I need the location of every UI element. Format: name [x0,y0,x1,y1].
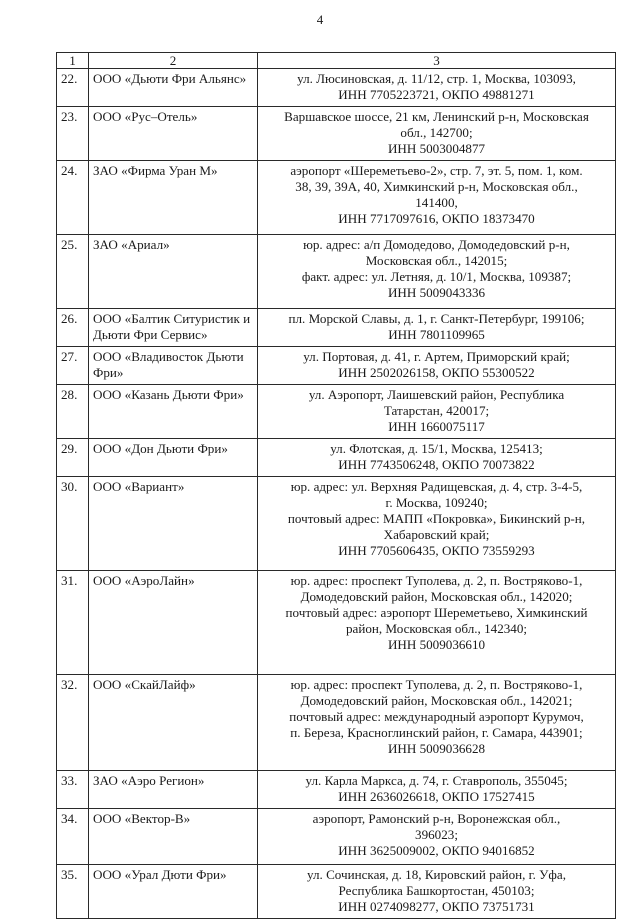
address-line: юр. адрес: а/п Домодедово, Домодедовский р-н, [303,237,570,252]
table-row [57,161,616,235]
address-line: Варшавское шоссе, 21 км, Ленинский р-н, Московская [284,109,589,124]
table-header-row [57,53,616,69]
organization-address [258,385,616,439]
address-line: аэропорт «Шереметьево-2», стр. 7, эт. 5, пом. 1, ком. [290,163,583,178]
address-line: Татарстан, 420017; [383,403,490,418]
address-line: ул. Флотская, д. 15/1, Москва, 125413; [330,441,543,456]
organization-address [258,865,616,919]
table-row [57,69,616,107]
address-line: ИНН 5009043336 [387,285,486,300]
organization-address [258,809,616,865]
table-row [57,347,616,385]
organization-name: ООО «Рус–Отель» [89,107,258,161]
row-number: 24. [57,161,89,235]
address-line: Московская обл., 142015; [365,253,508,268]
address-line: ИНН 7705223721, ОКПО 49881271 [338,87,535,102]
organization-address [258,235,616,309]
address-line: ИНН 1660075117 [388,419,485,434]
organization-address [258,69,616,107]
organization-address [258,571,616,675]
row-number: 30. [57,477,89,571]
organization-name: ООО «Казань Дьюти Фри» [89,385,258,439]
organization-name: ООО «Дон Дьюти Фри» [89,439,258,477]
table-row [57,439,616,477]
address-line: ул. Аэропорт, Лаишевский район, Республика [308,387,565,402]
table-row [57,309,616,347]
column-header-address: 3 [258,53,616,69]
address-line: ИНН 2502026158, ОКПО 55300522 [338,365,535,380]
address-line: Республика Башкортостан, 450103; [338,883,535,898]
organization-name: ООО «Дьюти Фри Альянс» [89,69,258,107]
organization-address [258,771,616,809]
organizations-table [56,52,616,919]
organization-address [258,439,616,477]
address-line: пл. Морской Славы, д. 1, г. Санкт-Петербург, 199106; [288,311,585,326]
address-line: почтовый адрес: аэропорт Шереметьево, Химкинский [285,605,588,620]
table-row [57,865,616,919]
column-header-name: 2 [89,53,258,69]
row-number: 34. [57,809,89,865]
address-line: ИНН 7705606435, ОКПО 73559293 [338,543,535,558]
address-line: ИНН 3625009002, ОКПО 94016852 [338,843,535,858]
address-line: Домодедовский район, Московская обл., 142020; [300,589,573,604]
row-number: 29. [57,439,89,477]
organization-name: ЗАО «Аэро Регион» [89,771,258,809]
organization-address [258,107,616,161]
organization-address [258,161,616,235]
table-row [57,235,616,309]
row-number: 31. [57,571,89,675]
address-line: ИНН 7801109965 [388,327,485,342]
address-line: ИНН 0274098277, ОКПО 73751731 [338,899,535,914]
organization-address [258,675,616,771]
row-number: 22. [57,69,89,107]
table-row [57,107,616,161]
row-number: 35. [57,865,89,919]
organization-name: ООО «Вариант» [89,477,258,571]
address-line: почтовый адрес: международный аэропорт Курумоч, [289,709,584,724]
organization-address [258,347,616,385]
address-line: Хабаровский край; [383,527,490,542]
address-line: 38, 39, 39А, 40, Химкинский р-н, Московская обл., [295,179,578,194]
organization-name: ООО «Владивосток Дьюти Фри» [89,347,258,385]
row-number: 25. [57,235,89,309]
address-line: п. Береза, Красноглинский район, г. Самара, 443901; [290,725,583,740]
table-row [57,675,616,771]
page-number: 4 [316,12,324,27]
table-row [57,477,616,571]
address-line: ИНН 5009036628 [387,741,486,756]
address-line: факт. адрес: ул. Летняя, д. 10/1, Москва, 109387; [301,269,572,284]
organization-name: ООО «Балтик Ситуристик и Дьюти Фри Сервис» [89,309,258,347]
address-line: г. Москва, 109240; [385,495,488,510]
organization-name: ЗАО «Ариал» [89,235,258,309]
address-line: район, Московская обл., 142340; [345,621,528,636]
address-line: юр. адрес: ул. Верхняя Радищевская, д. 4, стр. 3-4-5, [290,479,583,494]
organization-name: ЗАО «Фирма Уран М» [89,161,258,235]
table-row [57,771,616,809]
address-line: юр. адрес: проспект Туполева, д. 2, п. Востряково-1, [290,677,583,692]
organization-address [258,477,616,571]
address-line: почтовый адрес: МАПП «Покровка», Бикинский р-н, [287,511,586,526]
organization-address [258,309,616,347]
organization-name: ООО «Вектор-В» [89,809,258,865]
organization-name: ООО «АэроЛайн» [89,571,258,675]
table-row [57,385,616,439]
row-number: 26. [57,309,89,347]
table-row [57,809,616,865]
table-row [57,571,616,675]
address-line: 396023; [415,827,458,842]
organization-name: ООО «Урал Дюти Фри» [89,865,258,919]
address-line: ИНН 5003004877 [387,141,486,156]
address-line: ИНН 7743506248, ОКПО 70073822 [338,457,535,472]
address-line: ул. Портовая, д. 41, г. Артем, Приморский край; [303,349,570,364]
row-number: 28. [57,385,89,439]
address-line: ИНН 7717097616, ОКПО 18373470 [338,211,535,226]
address-line: ИНН 5009036610 [387,637,486,652]
address-line: ул. Карла Маркса, д. 74, г. Ставрополь, 355045; [305,773,568,788]
address-line: ИНН 2636026618, ОКПО 17527415 [338,789,535,804]
address-line: юр. адрес: проспект Туполева, д. 2, п. Востряково-1, [290,573,583,588]
address-line: ул. Сочинская, д. 18, Кировский район, г. Уфа, [307,867,566,882]
address-line: 141400, [415,195,458,210]
organization-name: ООО «СкайЛайф» [89,675,258,771]
address-line: ул. Люсиновская, д. 11/12, стр. 1, Москва, 103093, [297,71,576,86]
address-line: обл., 142700; [400,125,473,140]
row-number: 23. [57,107,89,161]
row-number: 32. [57,675,89,771]
row-number: 27. [57,347,89,385]
row-number: 33. [57,771,89,809]
address-line: аэропорт, Рамонский р-н, Воронежская обл., [312,811,561,826]
address-line: Домодедовский район, Московская обл., 142021; [300,693,573,708]
column-header-number: 1 [57,53,89,69]
